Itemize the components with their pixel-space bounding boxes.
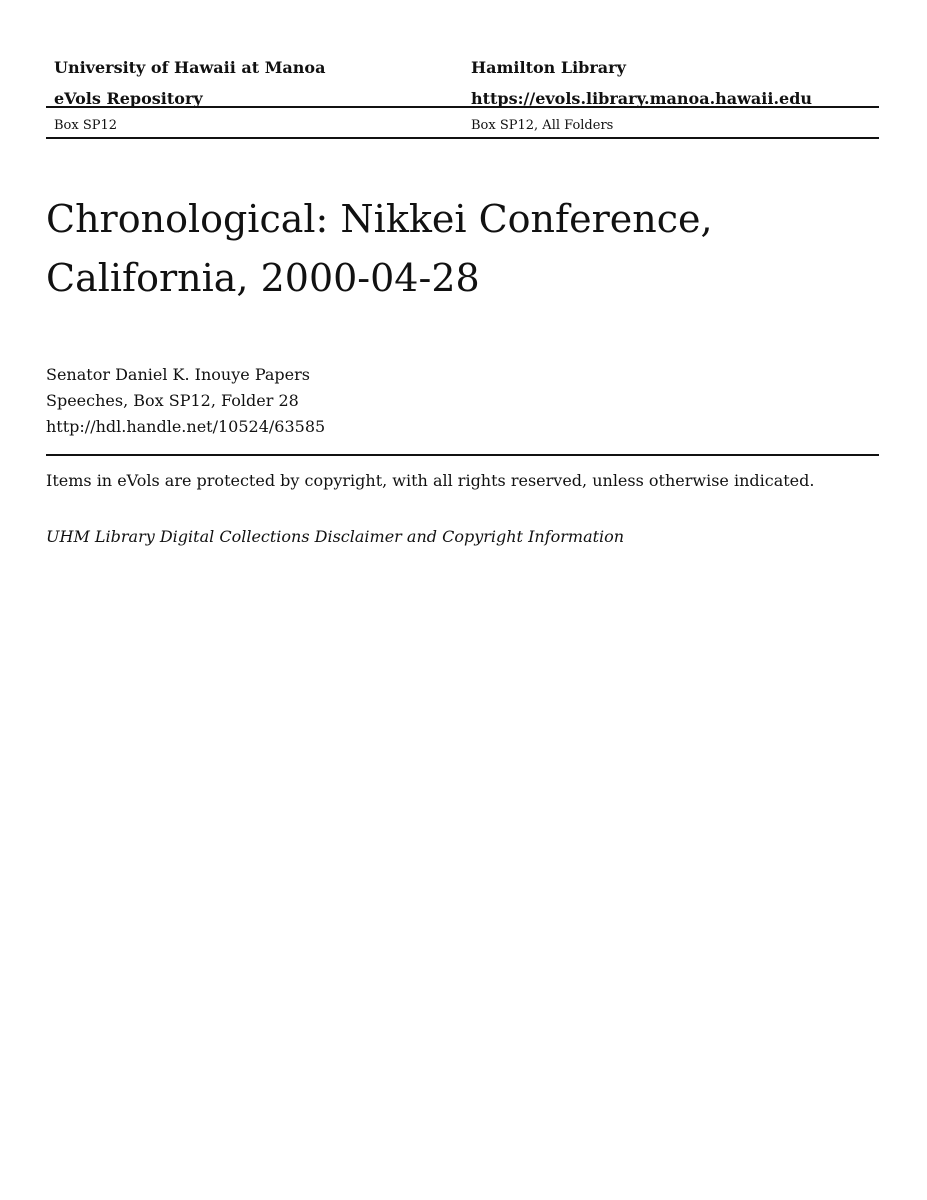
- copyright-notice: Items in eVols are protected by copyright, with all rights reserved, unless otherwise indicated.: [46, 471, 815, 490]
- title-line-2: California, 2000-04-28: [46, 256, 480, 300]
- title-line-1: Chronological: Nikkei Conference,: [46, 197, 713, 241]
- document-title: [46, 190, 879, 308]
- institution-name: University of Hawaii at Manoa: [54, 58, 326, 77]
- box-label-right: Box SP12, All Folders: [471, 118, 614, 133]
- disclaimer-link[interactable]: UHM Library Digital Collections Disclaimer and Copyright Information: [46, 527, 625, 546]
- repository-name: eVols Repository: [54, 89, 203, 108]
- series-location: Speeches, Box SP12, Folder 28: [46, 391, 299, 410]
- library-name: Hamilton Library: [471, 58, 626, 77]
- header-divider-bottom: [46, 137, 879, 139]
- header-left-column: [54, 52, 325, 114]
- header-right-column: [471, 52, 812, 114]
- collection-name: Senator Daniel K. Inouye Papers: [46, 365, 310, 384]
- box-label-left: Box SP12: [54, 118, 118, 133]
- header-divider-top: [46, 106, 879, 108]
- document-metadata: [46, 362, 325, 440]
- handle-link[interactable]: http://hdl.handle.net/10524/63585: [46, 417, 326, 436]
- repository-url: https://evols.library.manoa.hawaii.edu: [471, 89, 813, 108]
- metadata-divider: [46, 454, 879, 456]
